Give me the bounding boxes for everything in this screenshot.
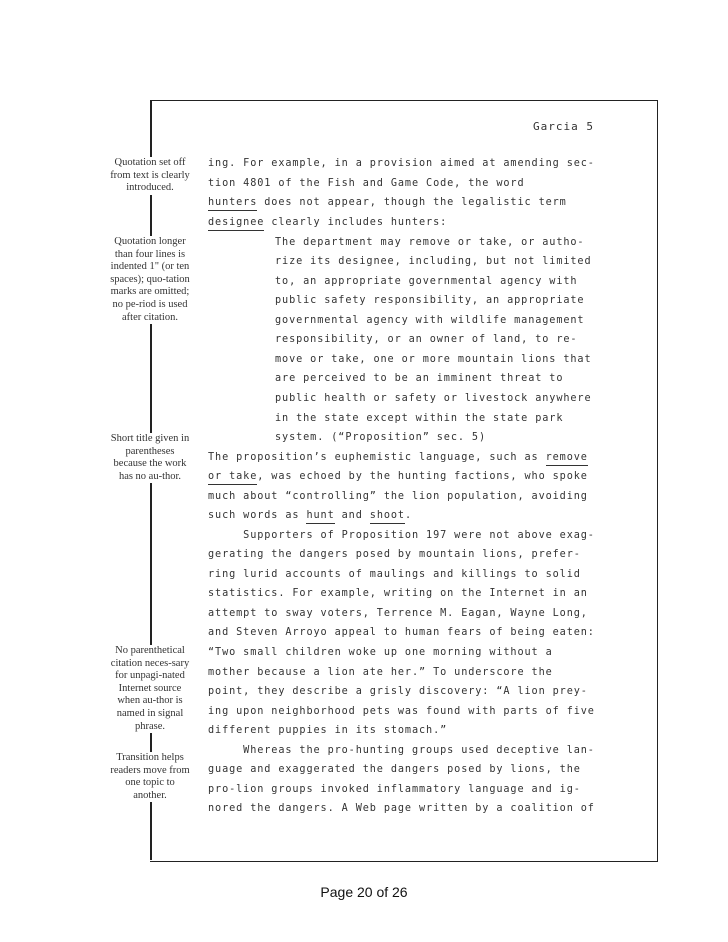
- body-line: [208, 452, 588, 463]
- body-text: does not appear, though the legalistic term: [257, 197, 567, 208]
- body-line: [208, 217, 447, 228]
- page-number: Page 20 of 26: [320, 884, 408, 900]
- body-line: Supporters of Proposition 197 were not above exag-: [208, 530, 595, 541]
- body-line: point, they describe a grisly discovery: “A lion prey-: [208, 686, 588, 697]
- body-line: ing. For example, in a provision aimed at amending sec-: [208, 158, 595, 169]
- body-line: [208, 197, 567, 208]
- underlined-term: or take: [208, 471, 257, 485]
- body-line: much about “controlling” the lion population, avoiding: [208, 491, 588, 502]
- block-quote-line: system. (“Proposition” sec. 5): [275, 432, 487, 443]
- body-line: guage and exaggerated the dangers posed by lions, the: [208, 764, 581, 775]
- underlined-term: hunt: [306, 510, 334, 524]
- running-head: Garcia 5: [533, 120, 594, 133]
- body-line: tion 4801 of the Fish and Game Code, the word: [208, 178, 525, 189]
- body-line: mother because a lion ate her.” To underscore the: [208, 667, 553, 678]
- body-line: and Steven Arroyo appeal to human fears of being eaten:: [208, 627, 595, 638]
- body-line: gerating the dangers posed by mountain lions, prefer-: [208, 549, 581, 560]
- underlined-term: designee: [208, 217, 264, 231]
- block-quote-line: responsibility, or an owner of land, to re-: [275, 334, 578, 345]
- body-line: nored the dangers. A Web page written by a coalition of: [208, 803, 595, 814]
- underlined-term: shoot: [370, 510, 405, 524]
- margin-note-quotation-intro: Quotation set off from text is clearly introduced.: [110, 157, 190, 194]
- block-quote-line: move or take, one or more mountain lions that: [275, 354, 592, 365]
- body-line: ring lurid accounts of maulings and killings to solid: [208, 569, 581, 580]
- body-text: , was echoed by the hunting factions, who spoke: [257, 471, 588, 482]
- body-text: The proposition’s euphemistic language, such as: [208, 452, 546, 463]
- underlined-term: remove: [546, 452, 588, 466]
- block-quote-line: to, an appropriate governmental agency with: [275, 276, 578, 287]
- block-quote-line: rize its designee, including, but not limited: [275, 256, 592, 267]
- body-line: “Two small children woke up one morning without a: [208, 647, 553, 658]
- body-text: clearly includes hunters:: [264, 217, 448, 228]
- margin-note-internet-source: No parenthetical citation neces-sary for unpagi-nated Internet source when au-thor is named in signal phrase.: [110, 645, 190, 732]
- body-line: attempt to sway voters, Terrence M. Eagan, Wayne Long,: [208, 608, 588, 619]
- margin-note-transition: Transition helps readers move from one topic to another.: [110, 752, 190, 801]
- body-text: and: [334, 510, 370, 521]
- body-line: statistics. For example, writing on the Internet in an: [208, 588, 588, 599]
- block-quote-line: in the state except within the state park: [275, 413, 564, 424]
- block-quote-line: public safety responsibility, an appropriate: [275, 295, 585, 306]
- block-quote-line: The department may remove or take, or autho-: [275, 237, 585, 248]
- body-text: .: [404, 510, 412, 521]
- block-quote-line: are perceived to be an imminent threat to: [275, 373, 564, 384]
- body-line: ing upon neighborhood pets was found with parts of five: [208, 706, 595, 717]
- body-text: such words as: [208, 510, 307, 521]
- underlined-term: hunters: [208, 197, 257, 211]
- block-quote-line: public health or safety or livestock anywhere: [275, 393, 592, 404]
- body-line: [208, 510, 412, 521]
- body-line: [208, 471, 588, 482]
- margin-note-short-title: Short title given in parentheses because the work has no au-thor.: [110, 433, 190, 482]
- body-line: Whereas the pro-hunting groups used deceptive lan-: [208, 745, 595, 756]
- body-line: pro-lion groups invoked inflammatory language and ig-: [208, 784, 581, 795]
- margin-note-long-quotation: Quotation longer than four lines is indented 1" (or ten spaces); quo-tation marks are omitted; no pe-riod is used after citation.: [110, 236, 190, 323]
- block-quote-line: governmental agency with wildlife management: [275, 315, 585, 326]
- body-line: different puppies in its stomach.”: [208, 725, 448, 736]
